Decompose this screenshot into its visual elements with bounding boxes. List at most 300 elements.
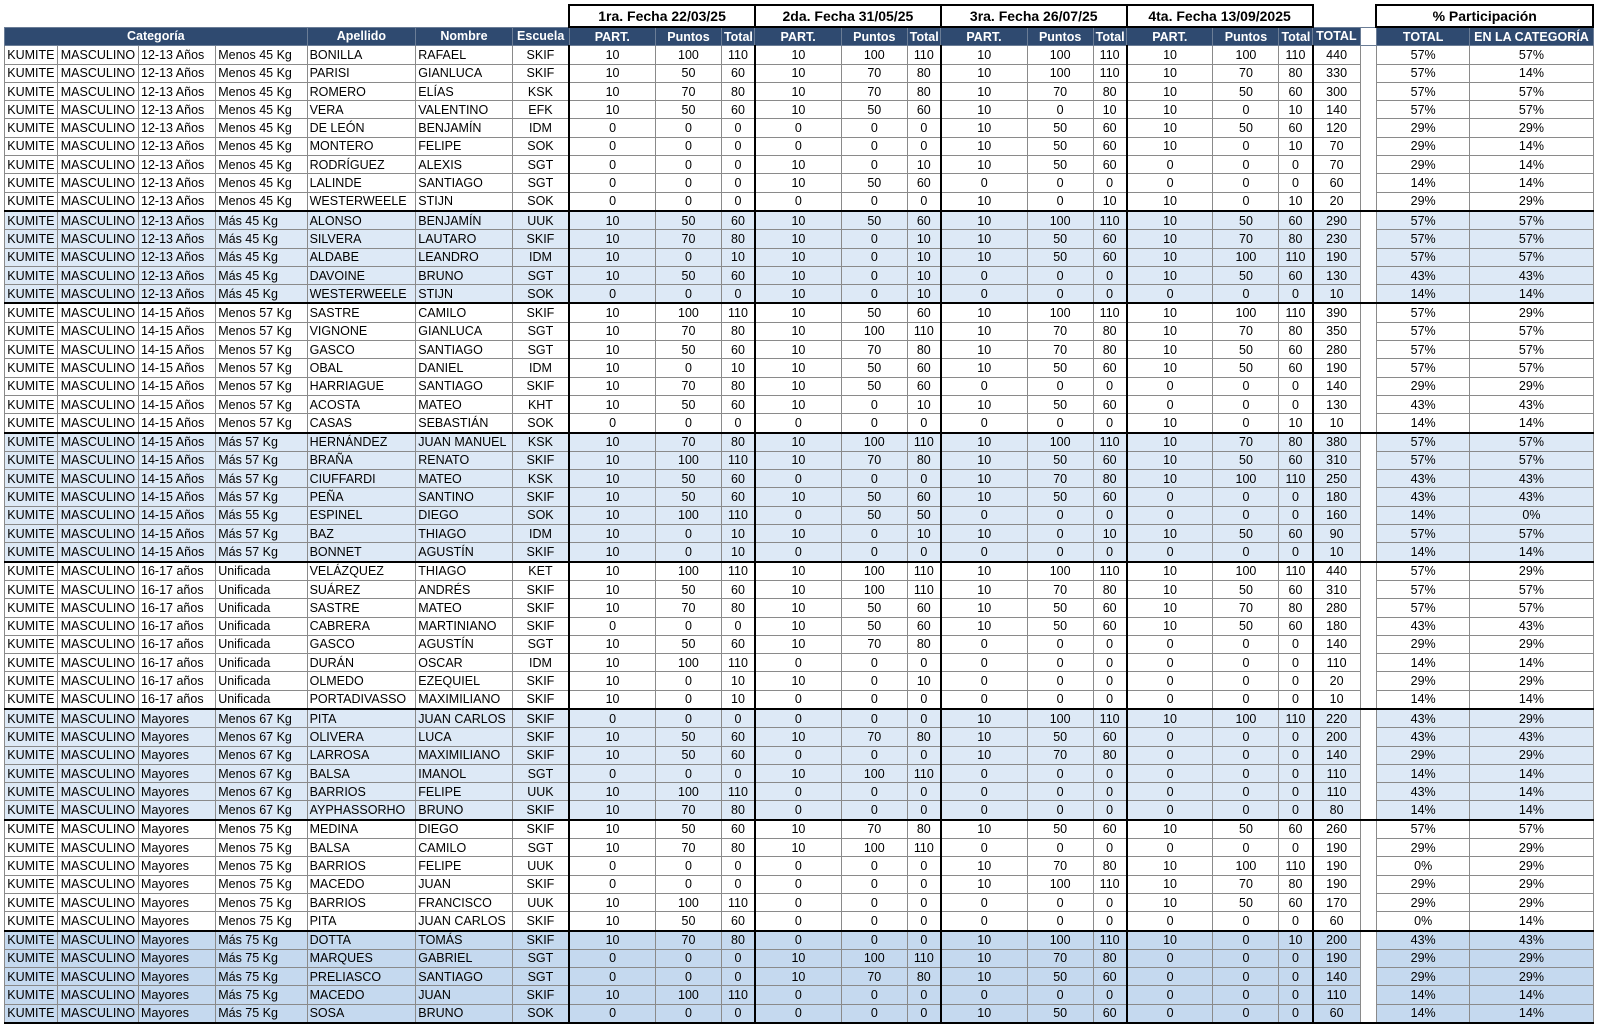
cell-f3-puntos: 50 <box>1027 617 1093 635</box>
cell-pct-total: 29% <box>1376 635 1469 653</box>
cell-f1-puntos: 70 <box>655 433 721 452</box>
cell-pct-total: 57% <box>1376 359 1469 377</box>
table-row <box>5 893 1594 911</box>
cell-edad: 16-17 años <box>139 617 216 635</box>
cell-f1-puntos: 0 <box>655 414 721 433</box>
cell-pct-category: 14% <box>1470 783 1593 801</box>
cell-peso: Unificada <box>216 635 307 653</box>
cell-f4-total: 0 <box>1279 506 1313 524</box>
cell-edad: 14-15 Años <box>139 488 216 506</box>
cell-modalidad: KUMITE <box>5 414 58 433</box>
cell-modalidad: KUMITE <box>5 156 58 174</box>
cell-pct-total: 43% <box>1376 931 1469 950</box>
cell-peso: Menos 67 Kg <box>216 764 307 782</box>
table-row <box>5 192 1594 211</box>
cell-f2-total: 0 <box>907 783 941 801</box>
cell-grand-total: 10 <box>1313 285 1361 304</box>
cell-pct-category: 57% <box>1470 248 1593 266</box>
date-group-row <box>5 5 1594 27</box>
cell-f2-puntos: 0 <box>841 266 907 284</box>
cell-modalidad: KUMITE <box>5 709 58 728</box>
cell-f3-part: 10 <box>941 599 1027 617</box>
cell-peso: Más 45 Kg <box>216 266 307 284</box>
cell-f1-total: 110 <box>721 893 755 911</box>
cell-f3-part: 0 <box>941 986 1027 1004</box>
cell-f4-puntos: 0 <box>1213 156 1279 174</box>
cell-f2-part: 10 <box>755 672 841 690</box>
cell-f2-puntos: 0 <box>841 137 907 155</box>
cell-pct-total: 57% <box>1376 525 1469 543</box>
cell-f3-total: 0 <box>1093 506 1127 524</box>
cell-genero: MASCULINO <box>57 728 138 746</box>
cell-peso: Menos 57 Kg <box>216 377 307 395</box>
cell-grand-total: 280 <box>1313 599 1361 617</box>
cell-grand-total: 180 <box>1313 617 1361 635</box>
cell-grand-total: 70 <box>1313 156 1361 174</box>
table-row <box>5 562 1594 581</box>
col-total: Total <box>1093 27 1127 46</box>
cell-f4-puntos: 0 <box>1213 746 1279 764</box>
table-row <box>5 322 1594 340</box>
cell-f1-total: 60 <box>721 341 755 359</box>
cell-modalidad: KUMITE <box>5 230 58 248</box>
cell-modalidad: KUMITE <box>5 764 58 782</box>
cell-f4-puntos: 100 <box>1213 857 1279 875</box>
cell-f2-part: 10 <box>755 285 841 304</box>
cell-peso: Más 57 Kg <box>216 488 307 506</box>
cell-f1-total: 0 <box>721 192 755 211</box>
cell-modalidad: KUMITE <box>5 101 58 119</box>
cell-f4-total: 110 <box>1279 46 1313 64</box>
cell-f4-total: 80 <box>1279 433 1313 452</box>
cell-f1-part: 10 <box>569 46 655 64</box>
cell-escuela: SOK <box>512 192 569 211</box>
cell-genero: MASCULINO <box>57 635 138 653</box>
cell-f2-total: 110 <box>907 322 941 340</box>
cell-f4-puntos: 0 <box>1213 986 1279 1004</box>
cell-peso: Menos 57 Kg <box>216 303 307 322</box>
cell-f1-part: 0 <box>569 192 655 211</box>
cell-f3-total: 0 <box>1093 783 1127 801</box>
cell-escuela: SKIF <box>512 617 569 635</box>
cell-escuela: UUK <box>512 857 569 875</box>
cell-f1-part: 10 <box>569 912 655 931</box>
cell-f3-total: 0 <box>1093 839 1127 857</box>
cell-apellido: DE LEÓN <box>307 119 416 137</box>
cell-f1-part: 10 <box>569 64 655 82</box>
cell-peso: Unificada <box>216 617 307 635</box>
cell-pct-total: 43% <box>1376 395 1469 413</box>
cell-f2-part: 0 <box>755 192 841 211</box>
cell-escuela: SKIF <box>512 709 569 728</box>
cell-nombre: JUAN MANUEL <box>416 433 512 452</box>
cell-genero: MASCULINO <box>57 303 138 322</box>
cell-f2-total: 80 <box>907 341 941 359</box>
cell-grand-total: 250 <box>1313 470 1361 488</box>
cell-f2-total: 0 <box>907 931 941 950</box>
cell-f3-total: 0 <box>1093 764 1127 782</box>
cell-f2-total: 0 <box>907 912 941 931</box>
cell-f4-total: 60 <box>1279 820 1313 839</box>
cell-apellido: BARRIOS <box>307 783 416 801</box>
cell-escuela: SGT <box>512 341 569 359</box>
cell-f1-puntos: 100 <box>655 451 721 469</box>
cell-f2-part: 10 <box>755 839 841 857</box>
cell-grand-total: 130 <box>1313 395 1361 413</box>
cell-pct-category: 14% <box>1470 986 1593 1004</box>
cell-peso: Menos 57 Kg <box>216 341 307 359</box>
cell-f3-total: 0 <box>1093 266 1127 284</box>
cell-f3-part: 0 <box>941 543 1027 562</box>
cell-f2-puntos: 0 <box>841 654 907 672</box>
cell-f4-puntos: 50 <box>1213 82 1279 100</box>
cell-f3-total: 0 <box>1093 986 1127 1004</box>
cell-pct-total: 57% <box>1376 64 1469 82</box>
col-puntos: Puntos <box>1027 27 1093 46</box>
cell-peso: Más 45 Kg <box>216 248 307 266</box>
cell-nombre: GIANLUCA <box>416 64 512 82</box>
cell-pct-total: 57% <box>1376 82 1469 100</box>
cell-f1-puntos: 100 <box>655 783 721 801</box>
cell-pct-total: 29% <box>1376 949 1469 967</box>
cell-f1-puntos: 100 <box>655 893 721 911</box>
cell-pct-category: 57% <box>1470 211 1593 230</box>
cell-f1-part: 10 <box>569 266 655 284</box>
cell-nombre: SANTINO <box>416 488 512 506</box>
cell-modalidad: KUMITE <box>5 137 58 155</box>
cell-f3-part: 0 <box>941 414 1027 433</box>
cell-f3-puntos: 70 <box>1027 82 1093 100</box>
cell-f3-puntos: 50 <box>1027 728 1093 746</box>
cell-pct-total: 14% <box>1376 285 1469 304</box>
cell-pct-category: 14% <box>1470 543 1593 562</box>
cell-modalidad: KUMITE <box>5 211 58 230</box>
cell-apellido: LARROSA <box>307 746 416 764</box>
cell-f1-total: 80 <box>721 322 755 340</box>
cell-pct-category: 57% <box>1470 46 1593 64</box>
cell-f3-part: 10 <box>941 470 1027 488</box>
cell-f2-puntos: 50 <box>841 101 907 119</box>
cell-f2-total: 0 <box>907 857 941 875</box>
cell-f1-puntos: 100 <box>655 562 721 581</box>
cell-pct-category: 14% <box>1470 137 1593 155</box>
cell-f2-part: 0 <box>755 654 841 672</box>
cell-genero: MASCULINO <box>57 617 138 635</box>
cell-f4-part: 10 <box>1127 414 1213 433</box>
col-puntos: Puntos <box>655 27 721 46</box>
cell-modalidad: KUMITE <box>5 1004 58 1023</box>
cell-f1-total: 60 <box>721 820 755 839</box>
cell-grand-total: 380 <box>1313 433 1361 452</box>
cell-f1-part: 10 <box>569 433 655 452</box>
cell-f3-puntos: 0 <box>1027 672 1093 690</box>
cell-f1-part: 0 <box>569 709 655 728</box>
cell-nombre: BRUNO <box>416 266 512 284</box>
table-row <box>5 101 1594 119</box>
cell-f3-part: 0 <box>941 764 1027 782</box>
cell-grand-total: 110 <box>1313 764 1361 782</box>
cell-f3-part: 0 <box>941 377 1027 395</box>
cell-edad: Mayores <box>139 728 216 746</box>
cell-f3-total: 60 <box>1093 230 1127 248</box>
cell-genero: MASCULINO <box>57 64 138 82</box>
cell-f4-puntos: 0 <box>1213 839 1279 857</box>
cell-escuela: SGT <box>512 968 569 986</box>
cell-f1-puntos: 50 <box>655 341 721 359</box>
cell-pct-total: 57% <box>1376 248 1469 266</box>
cell-nombre: DANIEL <box>416 359 512 377</box>
cell-f2-puntos: 0 <box>841 690 907 709</box>
cell-grand-total: 60 <box>1313 1004 1361 1023</box>
cell-f3-puntos: 50 <box>1027 137 1093 155</box>
cell-genero: MASCULINO <box>57 746 138 764</box>
cell-apellido: MACEDO <box>307 875 416 893</box>
cell-modalidad: KUMITE <box>5 580 58 598</box>
cell-f2-puntos: 0 <box>841 857 907 875</box>
cell-grand-total: 280 <box>1313 341 1361 359</box>
cell-edad: 14-15 Años <box>139 341 216 359</box>
cell-f3-puntos: 100 <box>1027 433 1093 452</box>
col-total: Total <box>907 27 941 46</box>
cell-f3-puntos: 0 <box>1027 174 1093 192</box>
cell-f3-puntos: 70 <box>1027 949 1093 967</box>
cell-f4-total: 60 <box>1279 119 1313 137</box>
cell-nombre: MATEO <box>416 599 512 617</box>
table-row <box>5 580 1594 598</box>
cell-f3-puntos: 70 <box>1027 470 1093 488</box>
cell-pct-total: 14% <box>1376 764 1469 782</box>
table-row <box>5 635 1594 653</box>
cell-f4-total: 0 <box>1279 488 1313 506</box>
cell-f3-part: 10 <box>941 968 1027 986</box>
cell-f4-puntos: 70 <box>1213 433 1279 452</box>
cell-f1-part: 10 <box>569 690 655 709</box>
cell-f1-total: 110 <box>721 654 755 672</box>
cell-apellido: HARRIAGUE <box>307 377 416 395</box>
cell-grand-total: 330 <box>1313 64 1361 82</box>
cell-f2-puntos: 0 <box>841 931 907 950</box>
cell-f1-total: 0 <box>721 285 755 304</box>
cell-f1-puntos: 0 <box>655 709 721 728</box>
cell-f3-total: 80 <box>1093 322 1127 340</box>
cell-f1-total: 10 <box>721 359 755 377</box>
cell-grand-total: 200 <box>1313 728 1361 746</box>
col-puntos: Puntos <box>1213 27 1279 46</box>
table-row <box>5 875 1594 893</box>
cell-peso: Menos 67 Kg <box>216 801 307 820</box>
cell-f4-total: 60 <box>1279 266 1313 284</box>
cell-edad: Mayores <box>139 949 216 967</box>
cell-genero: MASCULINO <box>57 137 138 155</box>
cell-f4-total: 0 <box>1279 801 1313 820</box>
cell-escuela: IDM <box>512 119 569 137</box>
cell-f3-total: 60 <box>1093 488 1127 506</box>
cell-pct-total: 29% <box>1376 839 1469 857</box>
cell-f4-total: 0 <box>1279 968 1313 986</box>
cell-peso: Menos 45 Kg <box>216 82 307 100</box>
cell-f2-total: 60 <box>907 377 941 395</box>
cell-pct-total: 43% <box>1376 728 1469 746</box>
cell-modalidad: KUMITE <box>5 949 58 967</box>
cell-f1-part: 10 <box>569 377 655 395</box>
cell-nombre: SEBASTIÁN <box>416 414 512 433</box>
cell-apellido: SUÁREZ <box>307 580 416 598</box>
cell-f2-puntos: 70 <box>841 64 907 82</box>
cell-f3-part: 10 <box>941 857 1027 875</box>
cell-f4-part: 10 <box>1127 248 1213 266</box>
cell-f2-puntos: 0 <box>841 192 907 211</box>
table-row <box>5 690 1594 709</box>
cell-f3-part: 0 <box>941 506 1027 524</box>
cell-escuela: SKIF <box>512 46 569 64</box>
cell-f3-part: 10 <box>941 875 1027 893</box>
cell-f4-puntos: 50 <box>1213 359 1279 377</box>
cell-f1-part: 10 <box>569 543 655 562</box>
cell-f3-total: 80 <box>1093 949 1127 967</box>
cell-escuela: SKIF <box>512 690 569 709</box>
cell-apellido: ESPINEL <box>307 506 416 524</box>
cell-peso: Unificada <box>216 654 307 672</box>
table-row <box>5 137 1594 155</box>
cell-f1-part: 0 <box>569 137 655 155</box>
cell-nombre: LEANDRO <box>416 248 512 266</box>
cell-f2-puntos: 70 <box>841 451 907 469</box>
cell-apellido: BALSA <box>307 839 416 857</box>
cell-f3-part: 0 <box>941 893 1027 911</box>
cell-pct-total: 57% <box>1376 322 1469 340</box>
cell-f1-total: 0 <box>721 857 755 875</box>
cell-modalidad: KUMITE <box>5 266 58 284</box>
cell-grand-total: 290 <box>1313 211 1361 230</box>
cell-edad: 12-13 Años <box>139 156 216 174</box>
cell-grand-total: 440 <box>1313 562 1361 581</box>
cell-f4-part: 10 <box>1127 709 1213 728</box>
cell-f1-puntos: 0 <box>655 137 721 155</box>
cell-f1-part: 0 <box>569 156 655 174</box>
cell-edad: 16-17 años <box>139 599 216 617</box>
cell-escuela: UUK <box>512 783 569 801</box>
cell-f4-part: 0 <box>1127 285 1213 304</box>
cell-f4-total: 0 <box>1279 1004 1313 1023</box>
cell-f3-total: 0 <box>1093 174 1127 192</box>
cell-pct-category: 57% <box>1470 359 1593 377</box>
cell-f1-part: 0 <box>569 857 655 875</box>
cell-f2-part: 10 <box>755 451 841 469</box>
cell-pct-total: 29% <box>1376 119 1469 137</box>
cell-modalidad: KUMITE <box>5 801 58 820</box>
cell-f2-part: 0 <box>755 801 841 820</box>
cell-escuela: KHT <box>512 395 569 413</box>
cell-grand-total: 60 <box>1313 912 1361 931</box>
cell-nombre: FELIPE <box>416 137 512 155</box>
cell-f2-total: 0 <box>907 192 941 211</box>
cell-edad: 16-17 años <box>139 635 216 653</box>
cell-f1-puntos: 0 <box>655 690 721 709</box>
cell-f2-puntos: 0 <box>841 1004 907 1023</box>
cell-modalidad: KUMITE <box>5 746 58 764</box>
cell-f3-total: 60 <box>1093 451 1127 469</box>
cell-f2-part: 0 <box>755 119 841 137</box>
cell-genero: MASCULINO <box>57 266 138 284</box>
cell-f1-puntos: 50 <box>655 395 721 413</box>
cell-f2-puntos: 70 <box>841 728 907 746</box>
table-row <box>5 285 1594 304</box>
cell-pct-category: 29% <box>1470 672 1593 690</box>
cell-f2-puntos: 50 <box>841 506 907 524</box>
cell-modalidad: KUMITE <box>5 285 58 304</box>
cell-f4-puntos: 0 <box>1213 801 1279 820</box>
cell-modalidad: KUMITE <box>5 322 58 340</box>
cell-peso: Menos 67 Kg <box>216 728 307 746</box>
cell-f2-total: 10 <box>907 248 941 266</box>
cell-f4-puntos: 0 <box>1213 690 1279 709</box>
cell-f4-total: 110 <box>1279 857 1313 875</box>
cell-f3-total: 0 <box>1093 543 1127 562</box>
cell-f3-part: 10 <box>941 341 1027 359</box>
cell-f1-part: 10 <box>569 801 655 820</box>
cell-f2-total: 0 <box>907 543 941 562</box>
cell-f2-part: 10 <box>755 322 841 340</box>
cell-f3-total: 110 <box>1093 433 1127 452</box>
cell-apellido: VERA <box>307 101 416 119</box>
cell-f4-total: 60 <box>1279 211 1313 230</box>
cell-genero: MASCULINO <box>57 1004 138 1023</box>
cell-grand-total: 440 <box>1313 46 1361 64</box>
cell-f3-part: 10 <box>941 433 1027 452</box>
cell-f4-part: 10 <box>1127 359 1213 377</box>
cell-peso: Unificada <box>216 690 307 709</box>
date-1-header: 1ra. Fecha 22/03/25 <box>569 5 755 27</box>
cell-escuela: SOK <box>512 506 569 524</box>
cell-f2-part: 10 <box>755 599 841 617</box>
cell-genero: MASCULINO <box>57 506 138 524</box>
cell-f1-total: 10 <box>721 672 755 690</box>
cell-f4-part: 10 <box>1127 820 1213 839</box>
cell-genero: MASCULINO <box>57 230 138 248</box>
cell-f1-total: 110 <box>721 986 755 1004</box>
cell-grand-total: 130 <box>1313 266 1361 284</box>
cell-f4-part: 10 <box>1127 931 1213 950</box>
cell-genero: MASCULINO <box>57 690 138 709</box>
cell-f2-total: 110 <box>907 949 941 967</box>
cell-peso: Unificada <box>216 580 307 598</box>
cell-f3-puntos: 50 <box>1027 820 1093 839</box>
cell-f4-puntos: 50 <box>1213 119 1279 137</box>
cell-genero: MASCULINO <box>57 192 138 211</box>
cell-escuela: SKIF <box>512 64 569 82</box>
cell-modalidad: KUMITE <box>5 599 58 617</box>
date-3-header: 3ra. Fecha 26/07/25 <box>941 5 1127 27</box>
cell-escuela: SOK <box>512 137 569 155</box>
cell-nombre: OSCAR <box>416 654 512 672</box>
cell-nombre: ALEXIS <box>416 156 512 174</box>
cell-f3-puntos: 100 <box>1027 931 1093 950</box>
cell-nombre: RENATO <box>416 451 512 469</box>
cell-f2-total: 80 <box>907 728 941 746</box>
cell-f1-puntos: 0 <box>655 119 721 137</box>
cell-f1-part: 0 <box>569 1004 655 1023</box>
cell-f1-puntos: 70 <box>655 839 721 857</box>
cell-peso: Menos 45 Kg <box>216 64 307 82</box>
cell-f4-puntos: 70 <box>1213 230 1279 248</box>
cell-f2-part: 10 <box>755 488 841 506</box>
cell-f3-part: 10 <box>941 617 1027 635</box>
cell-edad: 12-13 Años <box>139 137 216 155</box>
cell-f3-puntos: 0 <box>1027 635 1093 653</box>
cell-pct-category: 43% <box>1470 488 1593 506</box>
cell-nombre: JUAN <box>416 986 512 1004</box>
cell-f2-total: 80 <box>907 820 941 839</box>
